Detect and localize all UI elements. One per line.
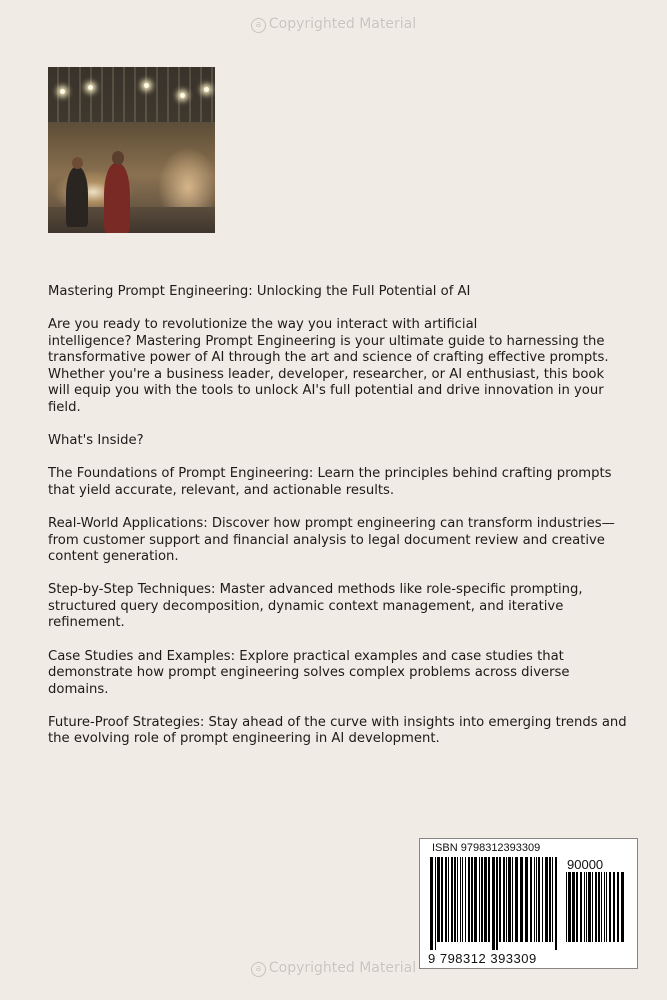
- barcode-bar: [584, 872, 585, 942]
- barcode-bar: [536, 857, 537, 942]
- barcode-bar: [572, 872, 575, 942]
- barcode-bar: [621, 872, 624, 942]
- barcode-bar: [576, 872, 578, 942]
- barcode-bar: [462, 857, 463, 942]
- barcode-bar: [604, 872, 605, 942]
- barcode-bar: [441, 857, 443, 942]
- isbn-label: ISBN 9798312393309: [432, 842, 541, 854]
- barcode-bar: [552, 857, 553, 942]
- barcode-bar: [457, 857, 458, 942]
- barcode-bar: [566, 872, 567, 942]
- barcode-bar: [492, 857, 495, 950]
- barcode-bar: [465, 857, 466, 942]
- barcode-bar: [468, 857, 470, 942]
- barcode-bar: [609, 872, 611, 942]
- isbn-barcode-box: [419, 838, 638, 969]
- barcode-bar: [549, 857, 551, 942]
- barcode-bar: [496, 857, 498, 950]
- barcode-bar: [481, 857, 483, 942]
- barcode-bar: [471, 857, 473, 942]
- barcode-bar: [613, 872, 615, 942]
- barcode-bar: [530, 857, 532, 942]
- barcode-bar: [545, 857, 548, 942]
- barcode-bar: [538, 857, 540, 942]
- book-title-line: Mastering Prompt Engineering: Unlocking the Full Potential of AI: [48, 284, 471, 299]
- barcode-bar: [617, 872, 619, 942]
- author-photo: [48, 67, 215, 233]
- barcode-bar: [437, 857, 440, 942]
- barcode-bar: [520, 857, 523, 942]
- price-addon-barcode: [566, 872, 626, 950]
- barcode-digits: 9 798312 393309: [428, 951, 537, 966]
- barcode-bar: [460, 857, 461, 942]
- back-cover-description: [48, 284, 628, 764]
- barcode-bar: [503, 857, 505, 942]
- barcode-bar: [435, 857, 436, 950]
- barcode-bar: [595, 872, 597, 942]
- barcode-bar: [598, 872, 600, 942]
- barcode-bar: [601, 872, 602, 942]
- barcode-bar: [445, 857, 447, 942]
- barcode-bar: [606, 872, 607, 942]
- barcode-bar: [512, 857, 513, 942]
- section-applications: Real-World Applications: Discover how prompt engineering can transform industries—from customer support and financial analysis to legal document review and creative content generation.: [48, 515, 615, 565]
- barcode-bar: [430, 857, 433, 950]
- barcode-bar: [534, 857, 535, 942]
- barcode-bar: [525, 857, 528, 942]
- intro-paragraph: Are you ready to revolutionize the way you interact with artificial intelligence? Mastering Prompt Engineering is your ultimate guide to harnessing the transformative power of AI through the art and science of crafting effective prompts. Whether you're a business leader, developer, researcher, or AI enthusiast, this book will equip you with the tools to unlock AI's full potential and drive innovation in your field.: [48, 317, 609, 416]
- price-code: 90000: [567, 857, 604, 872]
- section-foundations: The Foundations of Prompt Engineering: Learn the principles behind crafting prompts that yield accurate, relevant, and actionable results.: [48, 466, 612, 498]
- section-strategies: Future-Proof Strategies: Stay ahead of the curve with insights into emerging trends and the evolving role of prompt engineering in AI development.: [48, 714, 627, 747]
- barcode-bar: [580, 872, 582, 942]
- barcode-bar: [454, 857, 456, 942]
- barcode-bar: [451, 857, 453, 942]
- barcode-bar: [506, 857, 507, 942]
- whats-inside-heading: What's Inside?: [48, 433, 144, 449]
- barcode-bar: [515, 857, 518, 942]
- copyright-logo-icon: a: [251, 962, 266, 977]
- barcode-bar: [499, 857, 501, 942]
- barcode-bar: [592, 872, 593, 942]
- barcode-bar: [474, 857, 477, 942]
- copyright-watermark-top: a Copyrighted Material: [0, 16, 667, 33]
- barcode-bar: [508, 857, 511, 942]
- barcode-bar: [555, 857, 557, 950]
- section-case-studies: Case Studies and Examples: Explore practical examples and case studies that demonstrate how prompt engineering solves complex problems across diverse domains.: [48, 648, 570, 697]
- copyright-logo-icon: a: [251, 18, 266, 33]
- barcode-bar: [588, 872, 591, 942]
- barcode-bar: [488, 857, 490, 942]
- ean-barcode: [430, 857, 558, 950]
- barcode-bar: [484, 857, 487, 942]
- barcode-bar: [479, 857, 480, 942]
- barcode-bar: [448, 857, 449, 942]
- barcode-bar: [568, 872, 571, 942]
- barcode-bar: [586, 872, 587, 942]
- barcode-bar: [542, 857, 543, 942]
- section-techniques: Step-by-Step Techniques: Master advanced methods like role-specific prompting, structured query decomposition, dynamic context management, and iterative refinement.: [48, 582, 583, 631]
- copyright-watermark-bottom: a Copyrighted Material: [0, 960, 667, 977]
